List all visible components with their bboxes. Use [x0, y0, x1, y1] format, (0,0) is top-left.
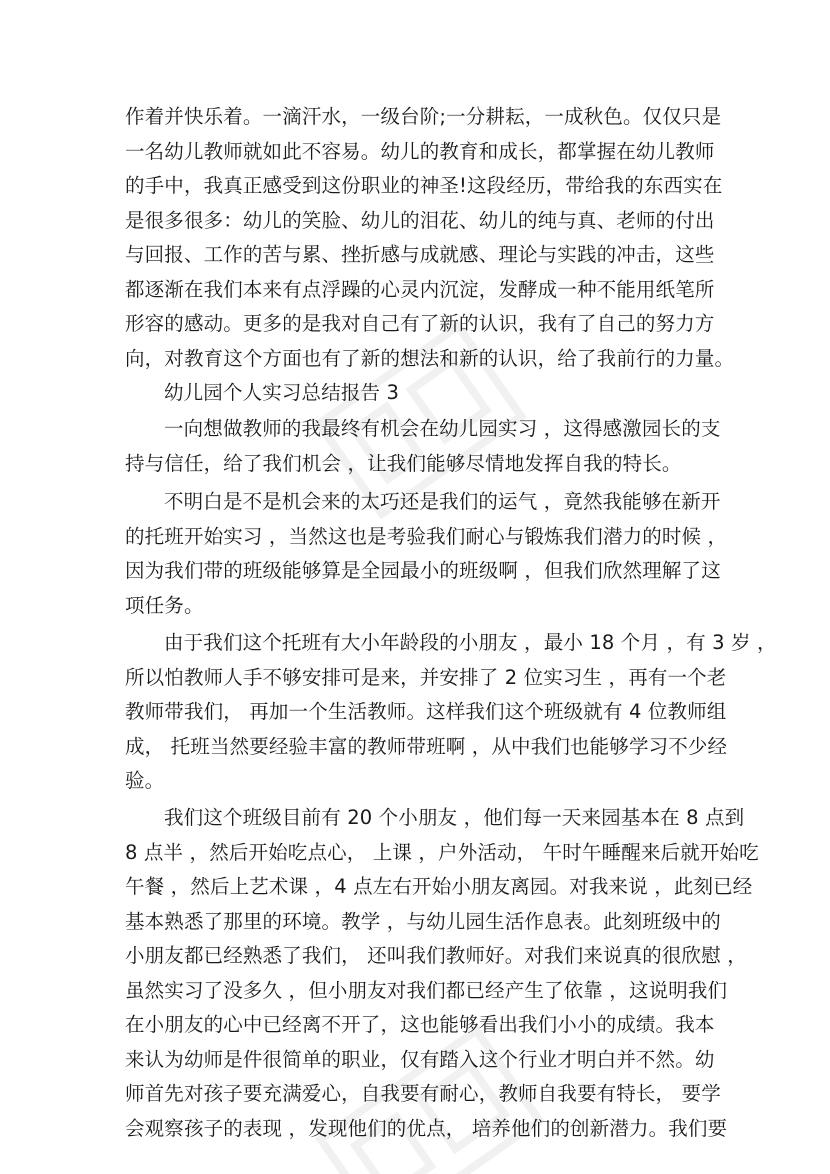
- paragraph-line: 都逐渐在我们本来有点浮躁的心灵内沉淀，发酵成一种不能用纸笔所: [125, 277, 715, 301]
- paragraph-line: 午餐 ，然后上艺术课 ，4 点左右开始小朋友离园。对我来说 ，此刻已经: [125, 875, 753, 899]
- paragraph-line: 成， 托班当然要经验丰富的教师带班啊 ，从中我们也能够学习不少经: [125, 734, 728, 758]
- paragraph-line: 与回报、工作的苦与累、挫折感与成就感、理论与实践的冲击，这些: [125, 242, 715, 266]
- paragraph-line: 师首先对孩子要充满爱心，自我要有耐心，教师自我要有特长， 要学: [125, 1082, 721, 1106]
- paragraph-line: 验。: [125, 768, 165, 792]
- paragraph-line: 向，对教育这个方面也有了新的想法和新的认识，给了我前行的力量。: [125, 346, 735, 370]
- paragraph-line: 的手中，我真正感受到这份职业的神圣!这段经历，带给我的东西实在: [125, 173, 723, 197]
- paragraph-line: 一向想做教师的我最终有机会在幼儿园实习 ，这得感激园长的支: [164, 416, 721, 440]
- paragraph-line: 是很多很多：幼儿的笑脸、幼儿的泪花、幼儿的纯与真、老师的付出: [125, 208, 715, 232]
- paragraph-line: 由于我们这个托班有大小年龄段的小朋友 ，最小 18 个月 ，有 3 岁 ，: [164, 630, 777, 654]
- paragraph-line: 我们这个班级目前有 20 个小朋友 ，他们每一天来园基本在 8 点到: [164, 806, 745, 830]
- paragraph-line: 项任务。: [125, 593, 204, 617]
- paragraph-line: 会观察孩子的表现 ，发现他们的优点， 培养他们的创新潜力。我们要: [125, 1117, 728, 1140]
- paragraph-line: 形容的感动。更多的是我对自己有了新的认识，我有了自己的努力方: [125, 311, 715, 335]
- paragraph-line: 来认为幼师是件很简单的职业，仅有踏入这个行业才明白并不然。幼: [125, 1048, 715, 1072]
- paragraph-line: 的托班开始实习 ，当然这也是考验我们耐心与锻炼我们潜力的时候 ，: [125, 525, 728, 549]
- paragraph-line: 作着并快乐着。一滴汗水，一级台阶;一分耕耘，一成秋色。仅仅只是: [125, 105, 722, 128]
- paragraph-line: 所以怕教师人手不够安排可是来，并安排了 2 位实习生 ，再有一个老: [125, 665, 727, 689]
- paragraph-line: 教师带我们， 再加一个生活教师。这样我们这个班级就有 4 位教师组: [125, 699, 727, 723]
- section-heading: 幼儿园个人实习总结报告 3: [164, 380, 400, 404]
- paragraph-line: 8 点半 ，然后开始吃点心， 上课 ，户外活动， 午时午睡醒来后就开始吃: [125, 841, 759, 865]
- paragraph-line: 因为我们带的班级能够算是全园最小的班级啊 ，但我们欣然理解了这: [125, 559, 721, 583]
- paragraph-line: 虽然实习了没多久 ，但小朋友对我们都已经产生了依靠 ，这说明我们: [125, 979, 728, 1003]
- paragraph-line: 在小朋友的心中已经离不开了，这也能够看出我们小小的成绩。我本: [125, 1013, 715, 1037]
- paragraph-line: 小朋友都已经熟悉了我们， 还叫我们教师好。对我们来说真的很欣慰 ，: [125, 944, 747, 968]
- paragraph-line: 基本熟悉了那里的环境。教学 ，与幼儿园生活作息表。此刻班级中的: [125, 910, 721, 934]
- paragraph-line: 不明白是不是机会来的太巧还是我们的运气 ，竟然我能够在新开: [164, 490, 721, 514]
- paragraph-line: 一名幼儿教师就如此不容易。幼儿的教育和成长，都掌握在幼儿教师: [125, 139, 715, 163]
- paragraph-line: 持与信任，给了我们机会 ，让我们能够尽情地发挥自我的特长。: [125, 451, 682, 475]
